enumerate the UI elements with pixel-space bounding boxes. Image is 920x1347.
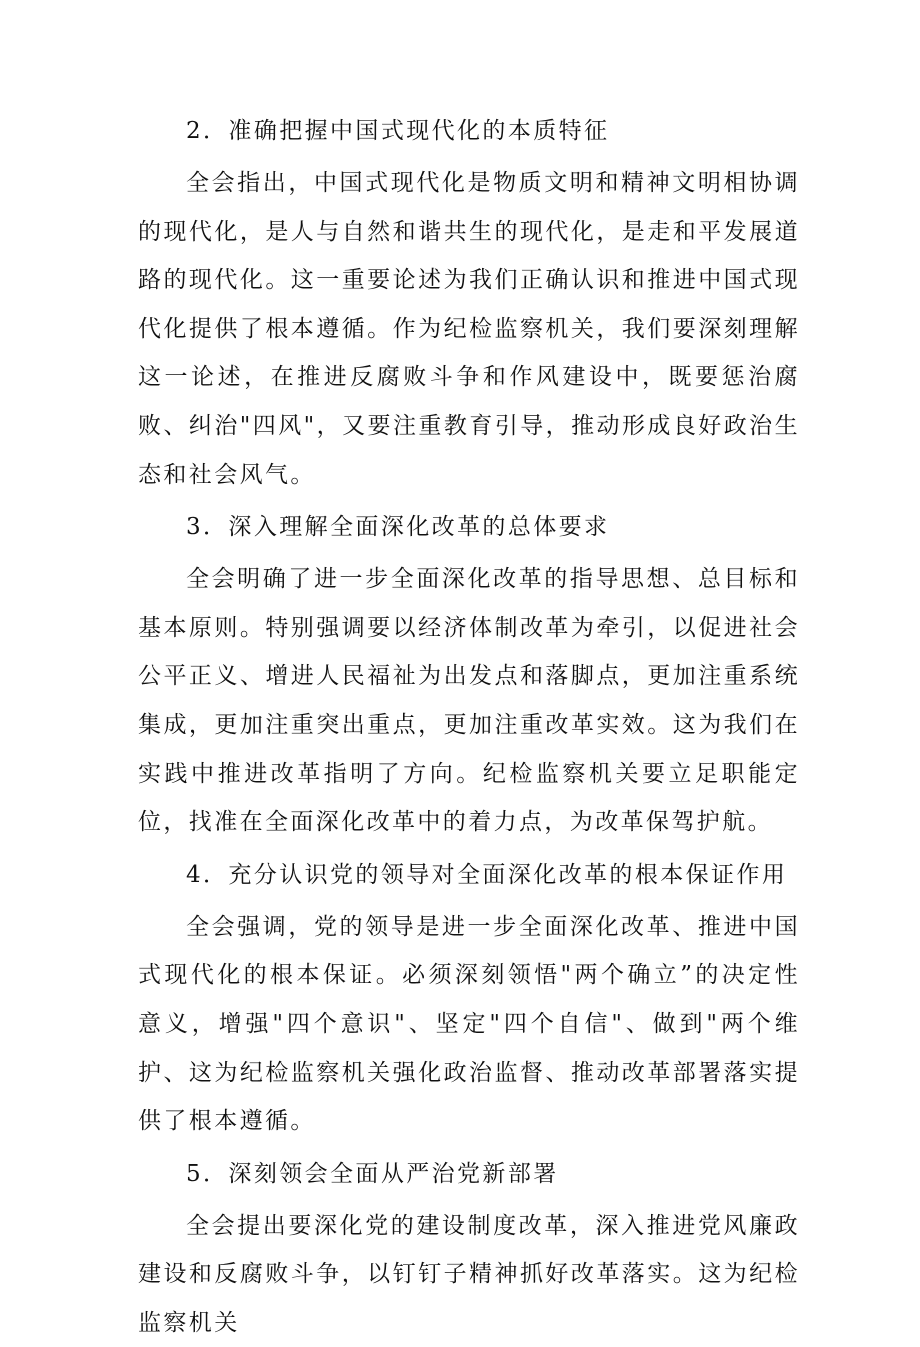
section-heading-5: 5．深刻领会全面从严治党新部署: [186, 1160, 559, 1187]
section-heading-3: 3．深入理解全面深化改革的总体要求: [186, 514, 610, 541]
section-body-5: 全会提出要深化党的建设制度改革，深入推进党风廉政建设和反腐败斗争，以钉钉子精神抓好改革落实。这为纪检监察机关: [138, 1212, 800, 1336]
section-heading-4: 4．充分认识党的领导对全面深化改革的根本保证作用: [186, 861, 788, 888]
section-body-2: 全会指出，中国式现代化是物质文明和精神文明相协调的现代化，是人与自然和谐共生的现代化，是走和平发展道路的现代化。这一重要论述为我们正确认识和推进中国式现代化提供了根本遵循。作为纪检监察机关，我们要深刻理解这一论述，在推进反腐败斗争和作风建设中，既要惩治腐败、纠治"四风"，又要注重教育引导，推动形成良好政治生态和社会风气。: [138, 170, 800, 488]
section-body-4: 全会强调，党的领导是进一步全面深化改革、推进中国式现代化的根本保证。必须深刻领悟"两个确立”的决定性意义，增强"四个意识"、坚定"四个自信"、做到"两个维护、这为纪检监察机关强化政治监督、推动改革部署落实提供了根本遵循。: [138, 913, 800, 1135]
section-heading-2: 2．准确把握中国式现代化的本质特征: [186, 118, 610, 144]
section-body-3: 全会明确了进一步全面深化改革的指导思想、总目标和基本原则。特别强调要以经济体制改革为牵引，以促进社会公平正义、增进人民福祉为出发点和落脚点，更加注重系统集成，更加注重突出重点，更加注重改革实效。这为我们在实践中推进改革指明了方向。纪检监察机关要立足职能定位，找准在全面深化改革中的着力点，为改革保驾护航。: [138, 566, 800, 836]
